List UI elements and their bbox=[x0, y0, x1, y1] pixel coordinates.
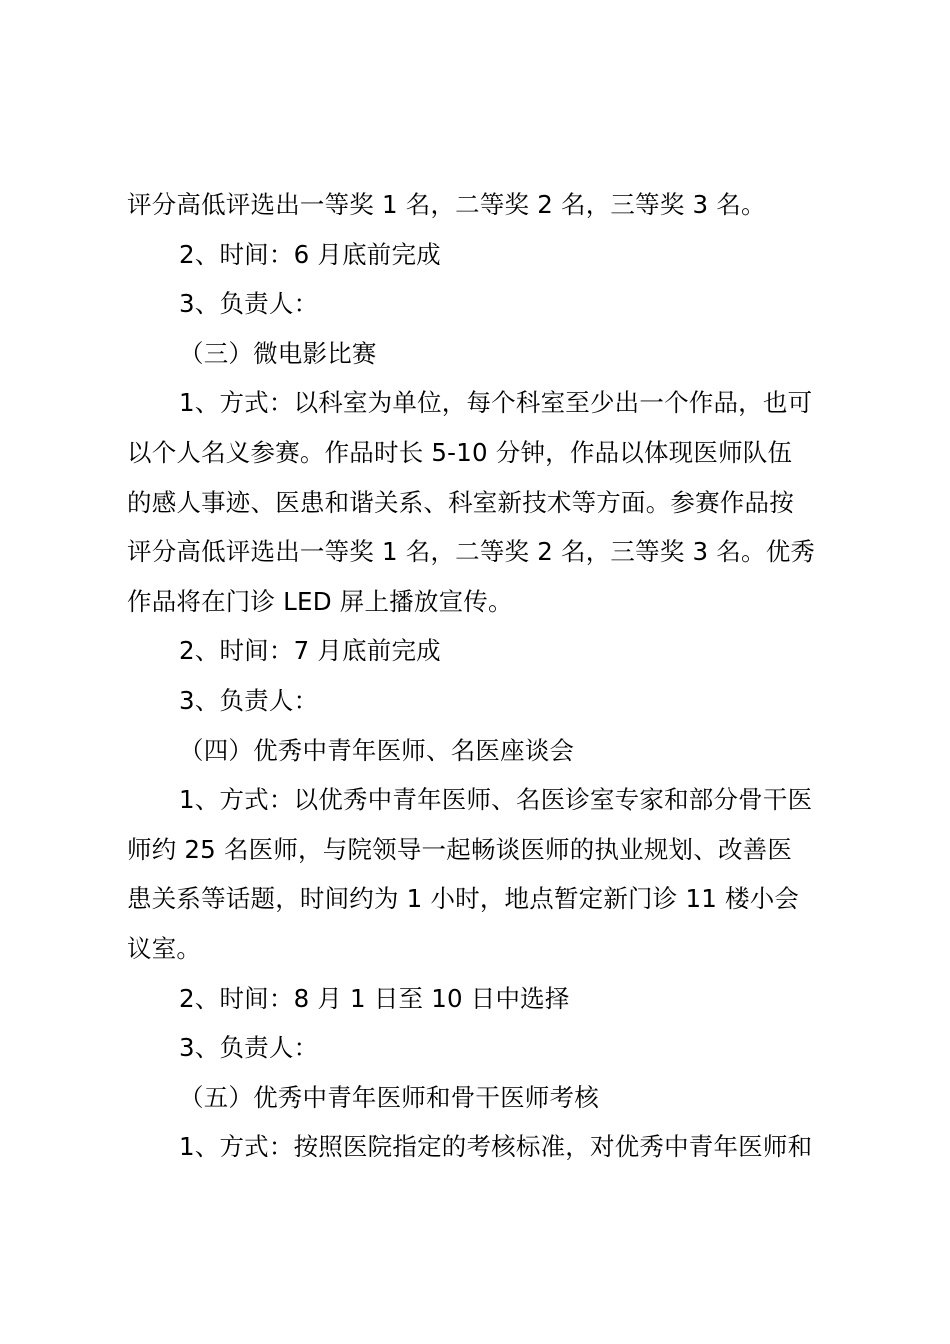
text-line: 评分高低评选出一等奖 1 名，二等奖 2 名，三等奖 3 名。优秀 bbox=[127, 537, 816, 567]
text-line: 的感人事迹、医患和谐关系、科室新技术等方面。参赛作品按 bbox=[127, 487, 794, 517]
text-line: 2、时间：6 月底前完成 bbox=[179, 239, 441, 269]
text-line: 议室。 bbox=[127, 933, 202, 963]
section-heading: （三）微电影比赛 bbox=[179, 338, 377, 368]
text-line: 1、方式：按照医院指定的考核标准，对优秀中青年医师和 bbox=[179, 1132, 813, 1162]
document-body bbox=[127, 180, 847, 1172]
text-line: 3、负责人： bbox=[179, 1033, 319, 1063]
text-line: 以个人名义参赛。作品时长 5-10 分钟，作品以体现医师队伍 bbox=[127, 437, 793, 467]
section-heading: （四）优秀中青年医师、名医座谈会 bbox=[179, 735, 575, 765]
text-line: 2、时间：8 月 1 日至 10 日中选择 bbox=[179, 983, 570, 1013]
text-line: 评分高低评选出一等奖 1 名，二等奖 2 名，三等奖 3 名。 bbox=[127, 190, 766, 219]
text-line: 2、时间：7 月底前完成 bbox=[179, 636, 441, 666]
text-line: 作品将在门诊 LED 屏上播放宣传。 bbox=[127, 586, 513, 616]
text-line: 1、方式：以科室为单位，每个科室至少出一个作品，也可 bbox=[179, 388, 813, 418]
text-line: 师约 25 名医师，与院领导一起畅谈医师的执业规划、改善医 bbox=[127, 834, 793, 864]
text-line: 3、负责人： bbox=[179, 289, 319, 319]
text-line: 3、负责人： bbox=[179, 685, 319, 715]
text-line: 患关系等话题，时间约为 1 小时，地点暂定新门诊 11 楼小会 bbox=[127, 884, 800, 914]
text-line: 1、方式：以优秀中青年医师、名医诊室专家和部分骨干医 bbox=[179, 785, 813, 815]
section-heading: （五）优秀中青年医师和骨干医师考核 bbox=[179, 1082, 599, 1112]
